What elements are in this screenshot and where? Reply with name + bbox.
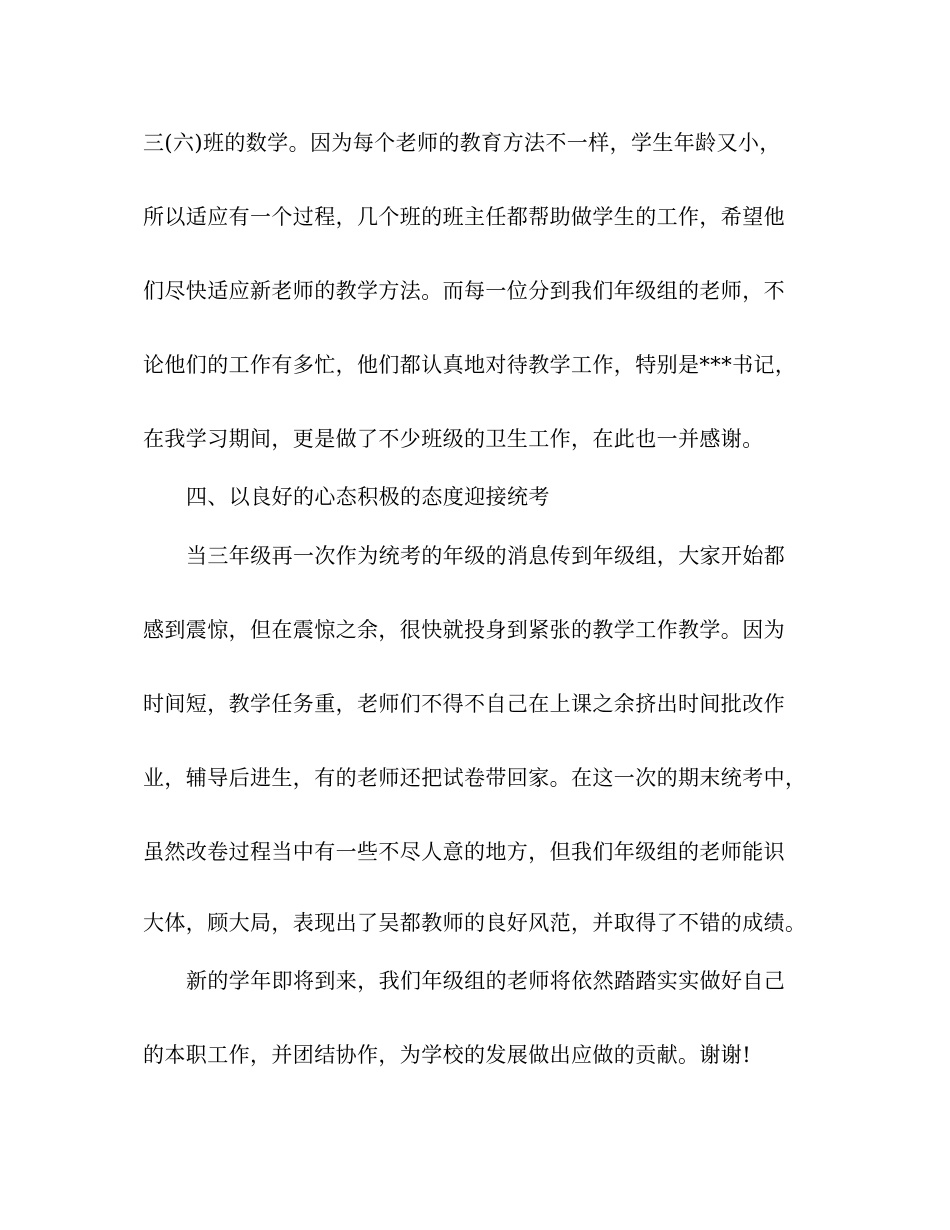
text-line: 业，辅导后进生，有的老师还把试卷带回家。在这一次的期末统考中， xyxy=(143,766,807,790)
text-line: 论他们的工作有多忙，他们都认真地对待教学工作，特别是***书记， xyxy=(143,353,797,377)
text-line: 在我学习期间，更是做了不少班级的卫生工作，在此也一并感谢。 xyxy=(143,427,764,451)
paragraph-first-line: 新的学年即将到来，我们年级组的老师将依然踏踏实实做好自己 xyxy=(186,969,786,993)
text-line: 的本职工作，并团结协作，为学校的发展做出应做的贡献。谢谢! xyxy=(143,1043,752,1067)
text-line: 虽然改卷过程当中有一些不尽人意的地方，但我们年级组的老师能识 xyxy=(143,840,785,864)
text-line: 所以适应有一个过程，几个班的班主任都帮助做学生的工作，希望他 xyxy=(143,205,785,229)
text-line: 时间短，教学任务重，老师们不得不自己在上课之余挤出时间批改作 xyxy=(143,692,785,716)
text-line: 三(六)班的数学。因为每个老师的教育方法不一样，学生年龄又小， xyxy=(143,131,781,155)
text-line: 大体，顾大局，表现出了吴都教师的良好风范，并取得了不错的成绩。 xyxy=(143,911,807,935)
section-heading: 四、以良好的心态积极的态度迎接统考 xyxy=(186,485,550,509)
paragraph-first-line: 当三年级再一次作为统考的年级的消息传到年级组，大家开始都 xyxy=(186,544,786,568)
text-line: 们尽快适应新老师的教学方法。而每一位分到我们年级组的老师，不 xyxy=(143,279,785,303)
text-line: 感到震惊，但在震惊之余，很快就投身到紧张的教学工作教学。因为 xyxy=(143,618,785,642)
